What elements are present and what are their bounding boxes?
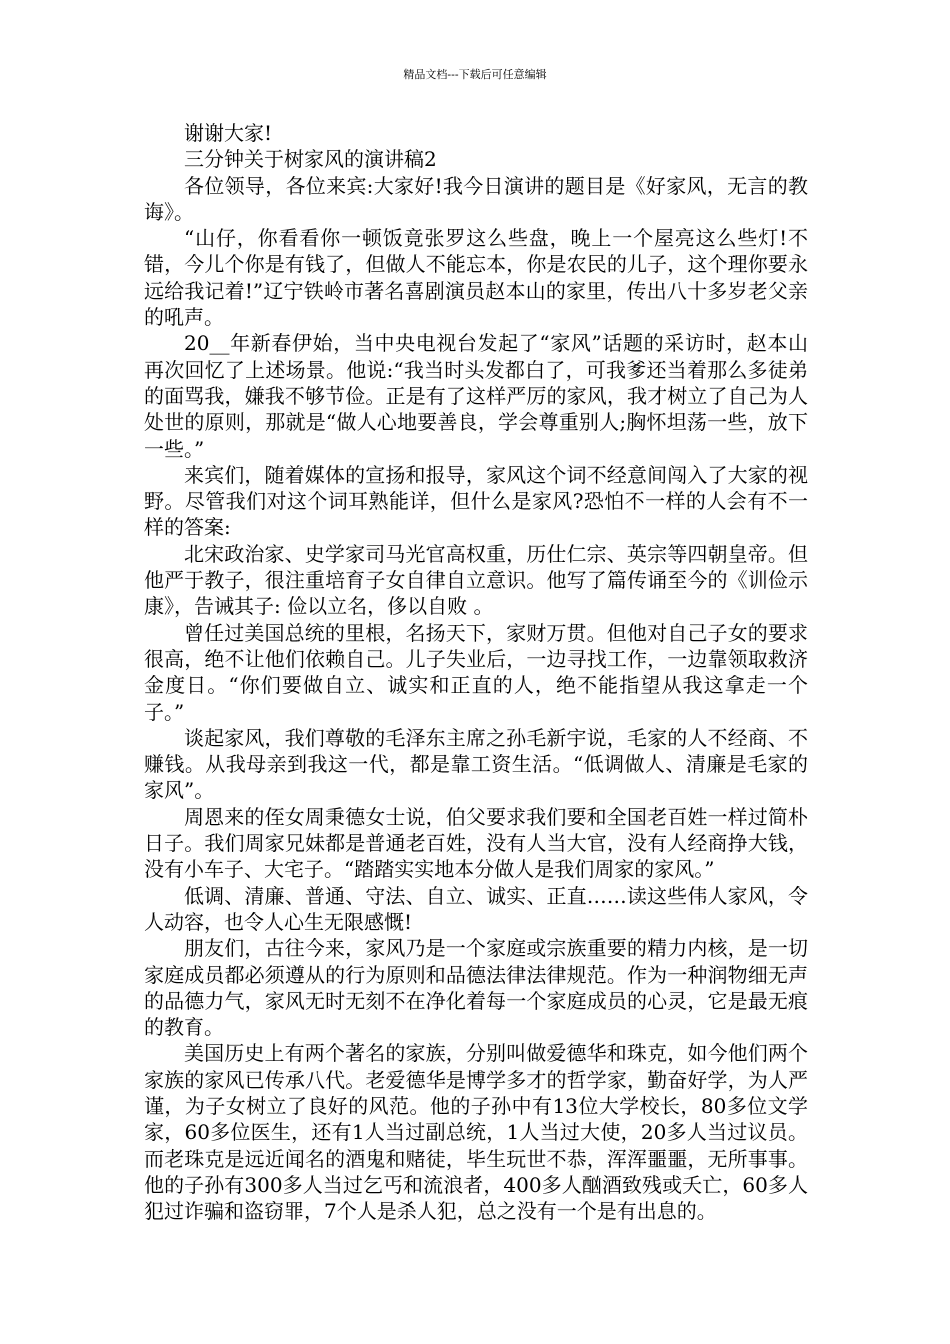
paragraph-cctv-interview: 20__年新春伊始，当中央电视台发起了“家风”话题的采访时，赵本山再次回忆了上述场景。他说:“我当时头发都白了，可我爹还当着那么多徒弟的面骂我，嫌我不够节俭。正是有了这样严厉的家风，我才树立了自己为人处世的原则，那就是“做人心地要善良，学会尊重别人;胸怀坦荡一些，放下一些。” <box>144 331 808 461</box>
paragraph-media: 来宾们，随着媒体的宣扬和报导，家风这个词不经意间闯入了大家的视野。尽管我们对这个词耳熟能详，但什么是家风?恐怕不一样的人会有不一样的答案: <box>144 462 808 540</box>
paragraph-reagan: 曾任过美国总统的里根，名扬天下，家财万贯。但他对自己子女的要求很高，绝不让他们依赖自己。儿子失业后，一边寻找工作，一边靠领取救济金度日。“你们要做自立、诚实和正直的人，绝不能指望从我这拿走一个子。” <box>144 620 808 724</box>
paragraph-sima-guang: 北宋政治家、史学家司马光官高权重，历仕仁宗、英宗等四朝皇帝。但他严于教子，很注重培育子女自律自立意识。他写了篇传诵至今的《训俭示康》，告诫其子: 俭以立名，侈以自败 。 <box>144 541 808 619</box>
section-title: 三分钟关于树家风的演讲稿2 <box>184 147 437 172</box>
paragraph-mao-family: 谈起家风，我们尊敬的毛泽东主席之孙毛新宇说，毛家的人不经商、不赚钱。从我母亲到我这一代，都是靠工资生活。“低调做人、清廉是毛家的家风”。 <box>144 725 808 803</box>
paragraph-virtues: 低调、清廉、普通、守法、自立、诚实、正直……读这些伟人家风，令人动容，也令人心生无限感慨! <box>144 883 808 934</box>
page-header: 精品文档---下载后可任意编辑 <box>403 68 547 81</box>
paragraph-thanks: 谢谢大家! <box>184 121 273 145</box>
document-body <box>144 120 808 1224</box>
paragraph-greeting: 各位领导，各位来宾:大家好!我今日演讲的题目是《好家风，无言的教诲》。 <box>144 173 808 224</box>
paragraph-two-families: 美国历史上有两个著名的家族，分别叫做爱德华和珠克，如今他们两个家族的家风已传承八代。老爱德华是博学多才的哲学家，勤奋好学，为人严谨，为子女树立了良好的风范。他的子孙中有13位大学校长，80多位文学家，60多位医生，还有1人当过副总统，1人当过大使，20多人当过议员。而老珠克是远近闻名的酒鬼和赌徒，毕生玩世不恭，浑浑噩噩，无所事事。他的子孙有300多人当过乞丐和流浪者，400多人酗酒致残或夭亡，60多人犯过诈骗和盗窃罪，7个人是杀人犯，总之没有一个是有出息的。 <box>144 1041 808 1224</box>
paragraph-father-quote: “山仔，你看看你一顿饭竟张罗这么些盘，晚上一个屋亮这么些灯!不错，今儿个你是有钱了，但做人不能忘本，你是农民的儿子，这个理你要永远给我记着!”辽宁铁岭市著名喜剧演员赵本山的家里，传出八十多岁老父亲的吼声。 <box>144 226 808 330</box>
paragraph-family-core: 朋友们，古往今来，家风乃是一个家庭或宗族重要的精力内核，是一切家庭成员都必须遵从的行为原则和品德法律法律规范。作为一种润物细无声的品德力气，家风无时无刻不在净化着每一个家庭成员的心灵，它是最无痕的教育。 <box>144 936 808 1040</box>
paragraph-zhou-family: 周恩来的侄女周秉德女士说，伯父要求我们要和全国老百姓一样过简朴日子。我们周家兄妹都是普通老百姓，没有人当大官，没有人经商挣大钱，没有小车子、大宅子。“踏踏实实地本分做人是我们周家的家风。” <box>144 804 808 882</box>
